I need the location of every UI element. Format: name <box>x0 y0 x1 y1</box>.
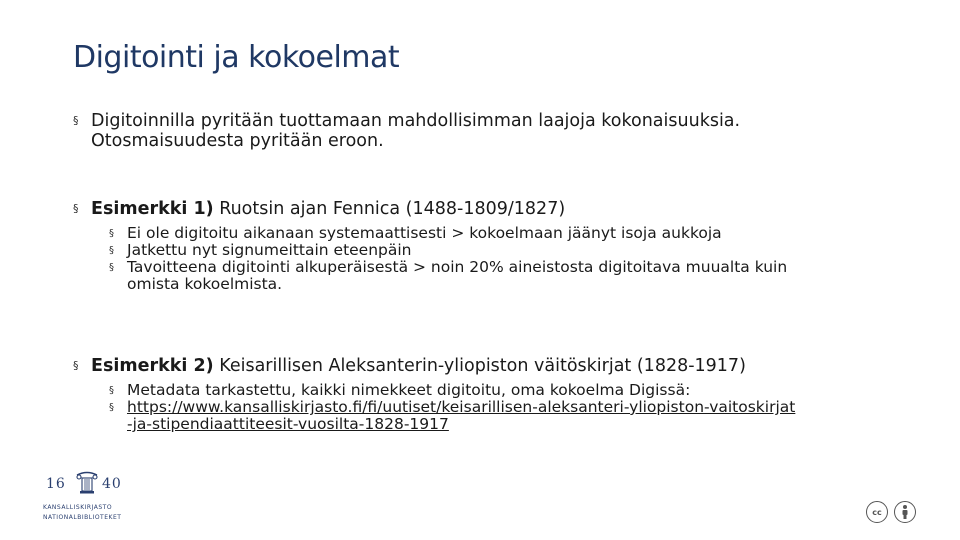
square-bullet-icon: § <box>109 385 114 396</box>
example2-heading <box>73 356 795 376</box>
list-item[interactable] <box>109 399 795 433</box>
square-bullet-icon: § <box>73 359 79 372</box>
intro-section <box>73 111 740 151</box>
intro-bullet-item <box>73 111 740 151</box>
intro-line-1: Digitoinnilla pyritään tuottamaan mahdollisimman laajoja kokonaisuuksia. <box>91 111 741 131</box>
dissertations-link-line-2[interactable]: -ja-stipendiaattiteesit-vuosilta-1828-1917 <box>127 415 449 433</box>
square-bullet-icon: § <box>109 245 114 256</box>
license-badges <box>866 501 916 523</box>
logo-line-1: KANSALLISKIRJASTO <box>43 504 113 511</box>
square-bullet-icon: § <box>73 202 79 215</box>
example1-label: Esimerkki 1) <box>91 199 214 219</box>
square-bullet-icon: § <box>73 114 79 127</box>
logo-year-right: 40 <box>102 476 122 492</box>
square-bullet-icon: § <box>109 402 114 413</box>
example1-item-2: Jatkettu nyt signumeittain eteenpäin <box>127 241 412 259</box>
example1-section <box>73 199 787 293</box>
example2-label: Esimerkki 2) <box>91 356 214 376</box>
attribution-icon <box>894 501 916 523</box>
slide-title: Digitointi ja kokoelmat <box>73 40 400 75</box>
example1-heading <box>73 199 787 219</box>
example1-sublist <box>73 225 787 293</box>
cc-icon: cc <box>866 501 888 523</box>
example2-sublist <box>73 382 795 433</box>
list-item <box>109 225 787 242</box>
square-bullet-icon: § <box>109 228 114 239</box>
list-item <box>109 382 795 399</box>
example1-title: Ruotsin ajan Fennica (1488-1809/1827) <box>213 199 566 219</box>
example2-title: Keisarillisen Aleksanterin-yliopiston väitöskirjat (1828-1917) <box>213 356 746 376</box>
square-bullet-icon: § <box>109 262 114 273</box>
example1-item-3-line-2: omista kokoelmista. <box>127 275 283 293</box>
example1-item-1: Ei ole digitoitu aikanaan systemaattisesti > kokoelmaan jäänyt isoja aukkoja <box>127 224 722 242</box>
dissertations-link-line-1[interactable]: https://www.kansalliskirjasto.fi/fi/uutiset/keisarillisen-aleksanteri-yliopiston-vaitoskirjat <box>127 398 796 416</box>
library-column-logo-icon <box>74 470 100 496</box>
library-logo <box>40 468 132 526</box>
list-item <box>109 242 787 259</box>
example2-section <box>73 356 795 433</box>
logo-line-2: NATIONALBIBLIOTEKET <box>43 514 122 521</box>
example1-item-3-line-1: Tavoitteena digitointi alkuperäisestä > noin 20% aineistosta digitoitava muualta kuin <box>127 258 788 276</box>
logo-year-left: 16 <box>46 476 66 492</box>
intro-line-2: Otosmaisuudesta pyritään eroon. <box>91 131 384 151</box>
example2-item-1: Metadata tarkastettu, kaikki nimekkeet digitoitu, oma kokoelma Digissä: <box>127 381 691 399</box>
list-item <box>109 259 787 293</box>
